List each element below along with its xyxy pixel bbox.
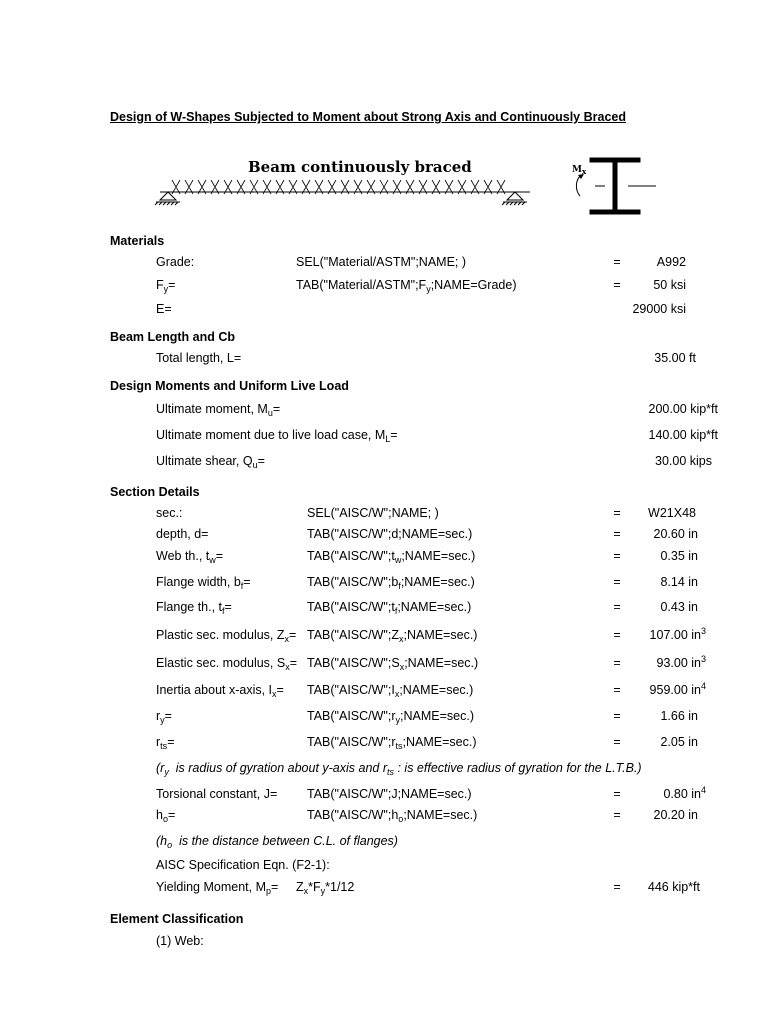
grade-value: A992 [656,255,686,269]
zx-formula: $TAB("AISC/W";Z_x;NAME=\sec.)$ [307,628,478,644]
tf-eq: = [613,600,621,614]
section-heading: Section Details [110,485,200,499]
materials-heading: Materials [110,234,165,248]
sec-label: sec.: [156,506,183,520]
depth-formula: TAB("AISC/W";d;NAME=sec.) [307,527,473,541]
ix-label: Inertia about x-axis, $I_x=$ [156,683,284,699]
grade-formula: SEL("Material/ASTM";NAME; ) [296,255,467,269]
zx-label: Plastic sec. modulus, $Z_x=$ [156,628,297,644]
ry-eq: = [613,709,621,723]
qu-label: Ultimate shear, $Q_u=$ [156,454,265,470]
mu-value: 200.00 kip*ft [648,402,718,416]
svg-text:Mx: $M_x$ [572,165,587,176]
tw-eq: = [613,549,621,563]
grade-eq: = [613,255,621,269]
ry-value: 1.66 in [660,709,698,723]
qu-value: 30.00 kips [655,454,712,468]
mp-value: 446 kip*ft [647,880,700,894]
bf-formula: $TAB("AISC/W";b_f;NAME=\sec.)$ [307,575,475,591]
ry-label: $r_y=$ [156,709,172,725]
zx-eq: = [613,628,621,642]
sx-value: 93.00 $in^3$ [656,654,706,670]
ho-eq: = [613,808,621,822]
sx-eq: = [613,656,621,670]
fy-label: $F_y=$ [156,278,176,294]
e-label: E= [156,302,172,316]
total-length-value: 35.00 ft [654,351,696,365]
grade-label: Grade: [156,255,195,269]
depth-value: 20.60 in [653,527,698,541]
rts-eq: = [613,735,621,749]
page-title: Design of W-Shapes Subjected to Moment about Strong Axis and Continuously Braced [110,110,626,124]
tf-formula: $TAB("AISC/W";t_f;NAME=\sec.)$ [307,600,472,616]
tw-formula: $TAB("AISC/W";t_w;NAME=\sec.)$ [307,549,476,565]
ho-value: 20.20 in [653,808,698,822]
j-formula: TAB("AISC/W";J;NAME=sec.) [307,787,472,801]
left-support [155,192,180,205]
rts-formula: $TAB("AISC/W";r_{ts};NAME=\sec.)$ [307,735,477,751]
flange-distance-note: ($h_o$ is the distance between C.L. of flanges) [156,834,398,850]
ry-formula: $TAB("AISC/W";r_y;NAME=\sec.)$ [307,709,474,725]
beam-length-heading: Beam Length and Cb [110,330,236,344]
bf-value: 8.14 in [660,575,698,589]
mp-formula: $Z_x*F_y*1/12$ [296,880,355,896]
element-class-heading: Element Classification [110,912,244,926]
fy-formula: $TAB("Material/ASTM";F_y;NAME=Grade)$ [296,278,517,294]
tw-value: 0.35 in [660,549,698,563]
moment-arrow-icon [576,176,580,196]
sx-label: Elastic sec. modulus, $S_x=$ [156,656,298,672]
spec-eqn: AISC Specification Eqn. (F2-1): [156,858,330,872]
tf-value: 0.43 in [660,600,698,614]
ix-value: 959.00 $in^4$ [649,681,706,697]
j-eq: = [613,787,621,801]
j-value: 0.80 $in^4$ [663,785,706,801]
fy-value: 50 ksi [653,278,686,292]
sx-formula: $TAB("AISC/W";S_x;NAME=\sec.)$ [307,656,479,672]
j-label: Torsional constant, J= [156,787,278,801]
beam-figure-label: Beam continuously braced [248,158,472,176]
ix-eq: = [613,683,621,697]
ml-value: 140.00 kip*ft [648,428,718,442]
total-length-label: Total length, L= [156,351,242,365]
depth-label: depth, d= [156,527,209,541]
right-support [502,192,527,205]
gyration-note: ($r_y$ is radius of gyration about y-axis and $r_{ts}$ : is effective radius of gyration for the L.T.B.) [156,761,642,777]
ho-label: $h_o=$ [156,808,176,824]
design-moments-heading: Design Moments and Uniform Live Load [110,379,349,393]
fy-eq: = [613,278,621,292]
ml-label: Ultimate moment due to live load case, $M_L=$ [156,428,398,444]
zx-value: 107.00 $in^3$ [649,626,706,642]
sec-value: W21X48 [648,506,696,520]
sec-eq: = [613,506,621,520]
depth-eq: = [613,527,621,541]
mp-label: Yielding Moment, $M_p=$ [156,880,279,896]
mu-label: Ultimate moment, $M_u=$ [156,402,281,418]
web-class-label: (1) Web: [156,934,204,948]
tw-label: Web th., $t_w=$ [156,549,224,565]
beam-figure [150,150,670,222]
rts-value: 2.05 in [660,735,698,749]
sec-formula: SEL("AISC/W";NAME; ) [307,506,439,520]
ix-formula: $TAB("AISC/W";I_x;NAME=\sec.)$ [307,683,474,699]
rts-label: $r_{ts}=$ [156,735,175,751]
e-value: 29000 ksi [632,302,686,316]
tf-label: Flange th., $t_f=$ [156,600,232,616]
mp-eq: = [613,880,621,894]
bf-label: Flange width, $b_f=$ [156,575,251,591]
bf-eq: = [613,575,621,589]
ho-formula: $TAB("AISC/W";h_o;NAME=\sec.)$ [307,808,478,824]
